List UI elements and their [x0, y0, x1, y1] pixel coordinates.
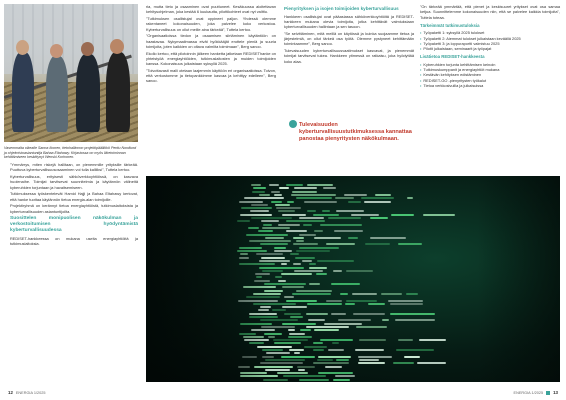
person-4 — [106, 52, 130, 132]
paragraph: "Toivottavasti malli otetaan laajemmin käyttöön eri organisaatioissa. Toivon, että verkostomme ja tietopankkimme kasvaa ja kehittyy edelleen", Berg sanoo. — [146, 67, 276, 84]
person-2-head — [50, 44, 63, 58]
list-item: • Työpaketti 1: syksyllä 2025 tulokset — [420, 30, 485, 36]
list-item: • Työpaketti 3: ja loppuraportti valmistuu 2025 — [420, 40, 500, 46]
article-column-4 — [10, 162, 138, 248]
article-column-2 — [284, 4, 414, 65]
paragraph: Ekollo kertoo, että pilotoinnin jälkeen hanketta jatketaan REDISEThanke on yhteistyöä energiayhtiöiden, tutkimuslaitosten ja muiden toimijoiden kanssa. Kokonaisuus julkaistaan syksyllä 2025. — [146, 50, 276, 67]
paragraph: Tutkimuksessa työskentelevät Hamid Hajji ja Bahaa Eltahawy kertovat, että hanke tuottaa käytännön tietoa energia-alan toimijoille. — [10, 191, 138, 202]
person-2 — [46, 56, 68, 132]
paragraph: REDISET-hankkeessa on mukana useita energiayhtiöitä ja tutkimuslaitoksia. — [10, 235, 138, 247]
paragraph: "Organisaatioissa tiedon ja osaamisen siirtäminen käytäntöön on haastavaa. Nykymaailmassa eivät hyökkääjät erottele pieniä ja suuria toimijoita, joten kaikkien on oltava valmiita toimimaan", Berg sanoo. — [146, 33, 276, 49]
paragraph: Tulevaisuuden kyberturvallisuusvaatimukset kasvavat, ja pienemmät toimijat tarvitsevat tukea. Hankkeen ytimessä on ratkaisu, joka hyödyttää koko alaa. — [284, 48, 414, 64]
list-item: • Tietoa verkkosivuilla ja julkaisuissa — [420, 83, 484, 89]
fact-box-heading: Tärkeimmät tutkimustuloksia — [420, 22, 480, 28]
person-4-head — [110, 39, 124, 54]
person-1-head — [16, 40, 29, 55]
list-item: • Pilotit julkaistaan, seminaarit ja työpajat — [420, 46, 492, 52]
magazine-label: ENERGIA 1/2025 — [15, 390, 46, 395]
list-item: • Työpaketti 2: Aiemmat tulokset julkaistaan keväällä 2025 — [420, 35, 521, 41]
paragraph: "On tärkeää ymmärtää, että pienet ja keskisuuret yritykset ovat osa samaa ketjua. Suunnittelemme kokonaisuuden niin, että se palvelee kaikkia toimijoita", Tuttela toteaa. — [420, 4, 560, 20]
list-item: • Kyberuhkien torjunta kehittämisen keinoin — [420, 61, 496, 67]
fact-box-heading: Lisätietoa REDISET-hankkeesta — [420, 54, 485, 60]
photo-vignette — [146, 176, 560, 382]
quote-mark-icon — [289, 120, 297, 128]
article-column-1 — [146, 4, 276, 85]
person-1 — [12, 52, 34, 132]
person-3 — [76, 54, 100, 132]
pull-quote-text: Tulevaisuuden kyberturvallisuustutkimuksessa kannattaa panostaa pienyritysten näkökulmaan. — [299, 122, 412, 142]
list-item: • REDISET-GO -pienyritysten työkalut — [420, 77, 487, 83]
section-heading: Suosittelen monipuolisen näkökulman ja verkostoitumisen hyödyntämistä kyberturvallisuudessa — [10, 215, 138, 233]
footer-left — [8, 390, 45, 395]
list-item: • Tutkimuskumppanit ja energiayhtiöt mukana — [420, 67, 500, 73]
paragraph: ria, mutta tieto ja osaaminen ovat puuttuneet. Kesäkuussa aloitettavan kehitysohjelman, joka kestää 6 kuukautta, pilottikohteet ovat nyt valittu. — [146, 4, 276, 15]
paragraph: "Tutkimuksen osallistujat ovat oppineet paljon. Yhdessä olemme rakentaneet kokonaisuuden, joka palvelee koko verkostoa. Kyberturvallisuus on ollut meille aina tärkeää", Tuttela kertoo. — [146, 15, 276, 32]
page-number: 13 — [553, 390, 558, 395]
paragraph: "Ymmärrys, miten riskejä hallitaan, on pienemmille yrityksille tärkeää. Puuttuva kyberturvallisuusosaaminen voi tulla kalliiksi", Tuttela kertoo. — [10, 162, 138, 173]
pull-quote — [299, 122, 417, 143]
list-item: • Kestävän kehityksen edistäminen — [420, 72, 482, 78]
footer-right — [514, 390, 558, 395]
code-screen-photo — [146, 176, 560, 382]
paragraph: Hankkeen osallistujat ovat pääasiassa sähköverkkoyhtiöitä ja REDISET-hankkeen mukana olevia toimijoita, jotka kehittävät valmiuksiaan kyberturvallisuuden hallintaan ja sen tasoon. — [284, 13, 414, 30]
paragraph: Projektiryhmä on kerännyt tietoa energiayhtiöistä, tutkimuslaitoksista ja kyberturvallisuuden asiantuntijoilta. — [10, 203, 138, 214]
photo-caption: Vasemmalta oikealle Sanna Ikonen, tietohallinnon projektipäällikkö Perttu Nordlund ja ohjelmistoasiantuntija Bahaa Eltahawy. Kirjastossa on myös liiketoiminnan kehittämiseen keskittynyt Wenski Korhonen. — [4, 146, 137, 160]
footer-marker — [546, 391, 550, 395]
section-heading: Pienyrityksen ja isojen toimijoiden kyberturvallisuus — [284, 6, 399, 11]
person-3-head — [81, 42, 94, 56]
article-column-3 — [420, 4, 560, 88]
paragraph: Kyberturvallisuus, erityisesti sähköverkkoyhtiöissä, on kasvava huolenaihe. Toimijat tarvitsevat suunnitelmia ja käytännön välineitä kyberuhkien torjuntaan ja havaitsemiseen. — [10, 173, 138, 190]
page-number: 12 — [8, 390, 13, 395]
team-photo — [4, 4, 138, 142]
paragraph: "Se selvittäminen, mitä meillä on käytössä ja kuinka suojaamme tietoa ja järjestelmiä, on ollut tärkeä osa työtä. Olemme pystyneet kehittämään toimintaamme", Berg sanoo. — [284, 30, 414, 47]
magazine-label: ENERGIA 1/2025 — [513, 390, 544, 395]
